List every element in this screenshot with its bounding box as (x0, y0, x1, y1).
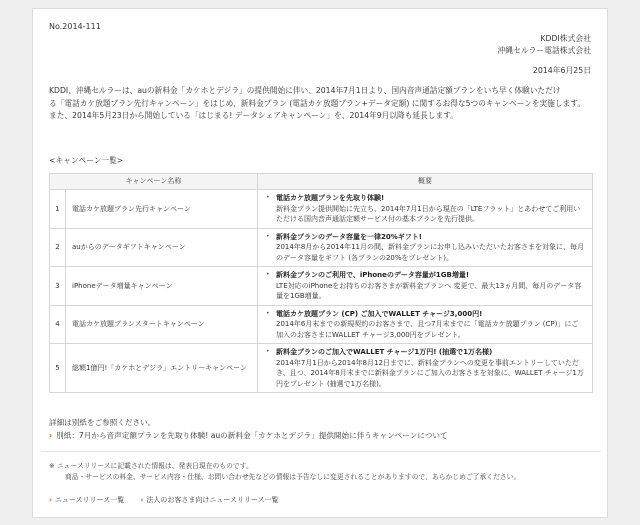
arrow-bullet-icon: › (49, 496, 52, 504)
intro-line: る「電話カケ放題プラン先行キャンペーン」をはじめ、新料金プラン (電話カケ放題プラン+データ定額) に関するお得な5つのキャンペーンを実施します。 (49, 98, 586, 108)
summary-body: 2014年8月から2014年11月の間、新料金プランにお申し込みいただいたお客さまを対象に、毎月のデータ容量をギフト (各プランの20%をプレゼント)。 (276, 243, 584, 262)
dot-icon: • (266, 309, 270, 317)
attachment-link-label: 別紙：7月から音声定額プランを先取り体験! auの新料金「カケホとデジラ」提供開始に伴うキャンペーンについて (56, 431, 448, 440)
summary-title: 新料金プランのご加入でWALLET チャージ1万円! (抽選で1万名様) (276, 348, 493, 356)
intro-line: また、2014年5月23日から開始している「はじまる! データシェアキャンペーン」を、2014年9月以降も延長します。 (49, 111, 458, 121)
row-number: 5 (50, 344, 66, 393)
campaign-list-heading: <キャンペーン一覧> (49, 156, 124, 165)
summary-body: 新料金プラン提供開始に先立ち、2014年7月1日から現在の「LTEフラット」とあわせてご利用いただける国内音声通話定額サービス付の基本プランを先行提供。 (276, 204, 581, 223)
summary-title: 電話カケ放題プラン (CP) ご加入でWALLET チャージ3,000円! (276, 309, 483, 318)
campaign-table (49, 173, 593, 393)
row-number: 4 (50, 305, 66, 344)
campaign-summary (258, 228, 593, 267)
attachment-link[interactable] (49, 430, 448, 441)
company-name-kddi: KDDI株式会社 (540, 34, 591, 43)
column-header-summary: 概要 (258, 174, 593, 190)
row-number: 2 (50, 228, 66, 267)
dot-icon: • (266, 194, 270, 201)
row-number: 3 (50, 267, 66, 306)
release-notice (49, 461, 520, 483)
campaign-name: 電話カケ放題プランスタートキャンペーン (66, 305, 258, 344)
summary-title: 電話カケ放題プランを先取り体験! (276, 194, 385, 202)
campaign-name: iPhoneデータ増量キャンペーン (66, 267, 258, 306)
arrow-bullet-icon: › (140, 496, 144, 504)
campaign-summary (258, 267, 593, 306)
table-row (50, 267, 593, 306)
summary-body: LTE対応のiPhoneをお持ちのお客さまが新料金プランへ 変更で、最大13ヵ月間、毎月のデータ容量を1GB増量。 (276, 281, 582, 300)
release-date: 2014年6月25日 (532, 66, 591, 75)
news-release-list-link[interactable] (49, 496, 124, 504)
row-number: 1 (50, 190, 66, 229)
arrow-bullet-icon: › (49, 431, 53, 440)
summary-title: 新料金プランのデータ容量を一律20%ギフト! (276, 232, 422, 241)
details-note: 詳細は別紙をご参照ください。 (49, 418, 156, 427)
table-row (50, 190, 593, 229)
table-row (50, 228, 593, 267)
campaign-name: 電話カケ放題プラン先行キャンペーン (66, 190, 258, 229)
notice-line: ※ ニュースリリースに記載された情報は、発表日現在のものです。 (49, 462, 253, 470)
release-number: No.2014-111 (49, 22, 101, 31)
company-names (497, 33, 591, 57)
campaign-summary (258, 344, 593, 393)
footer-links (49, 495, 293, 506)
campaign-name: 総額1億円!「カケホとデジラ」エントリーキャンペーン (66, 344, 258, 393)
press-release-page (32, 8, 608, 518)
dot-icon: • (266, 348, 270, 355)
intro-paragraph (49, 85, 595, 123)
campaign-summary (258, 190, 593, 229)
notice-line: 商品・サービスの料金、サービス内容・仕様、お問い合わせ先などの情報は予告なしに変更されることがありますので、あらかじめご了承ください。 (65, 473, 521, 481)
corporate-news-release-list-link[interactable] (140, 496, 278, 504)
table-header-row (50, 174, 593, 190)
summary-body: 2014年7月1日から2014年8月12日までに、新料金プランへの変更を事前エントリーしていただき、且つ、2014年8月末までに新料金プランにご加入のお客さまを対象に、WALLET チャージ1万円をプレゼント (抽選で1万名様)。 (276, 358, 584, 388)
summary-title: 新料金プランのご利用で、iPhoneのデータ容量が1GB増量! (276, 271, 470, 279)
table-row (50, 305, 593, 344)
dot-icon: • (266, 271, 270, 278)
news-release-list-label: ニュースリリース一覧 (54, 496, 125, 504)
campaign-name: auからのデータギフトキャンペーン (66, 228, 258, 267)
intro-line: KDDI、沖縄セルラーは、auの新料金「カケホとデジラ」の提供開始に伴い、2014年7月1日より、国内音声通話定額プランをいち早く体験いただけ (49, 86, 561, 95)
dot-icon: • (266, 232, 270, 240)
corporate-news-release-list-label: 法人のお客さま向けニュースリリース一覧 (146, 496, 279, 504)
column-header-campaign-name: キャンペーン名称 (50, 174, 258, 190)
company-name-okinawa-cellular: 沖縄セルラー電話株式会社 (497, 46, 591, 55)
campaign-summary (258, 305, 593, 344)
summary-body: 2014年6月末までの新規契約のお客さまで、且つ7月末までに「電話カケ放題プラン (CP)」にご加入のお客さまにWALLET チャージ3,000円をプレゼント。 (276, 320, 579, 339)
table-row (50, 344, 593, 393)
divider (41, 451, 601, 452)
